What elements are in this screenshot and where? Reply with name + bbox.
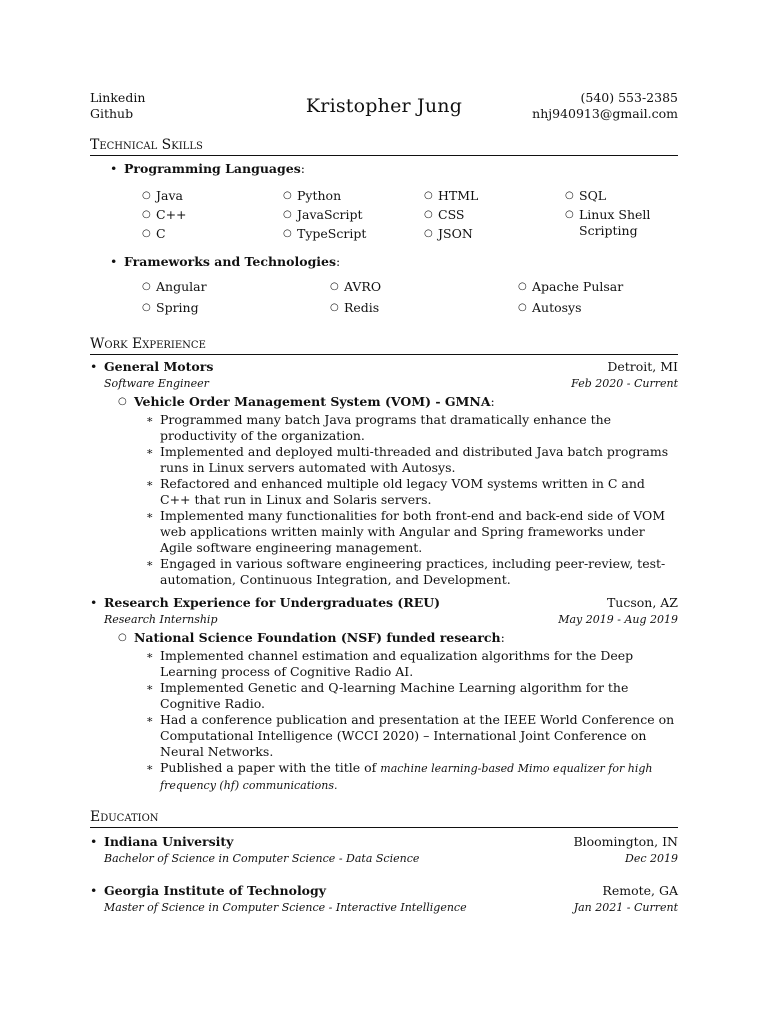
list-item: [146, 476, 678, 508]
circle-bullet-icon: ○: [518, 281, 527, 292]
list-item: [146, 444, 678, 476]
contact-info: [532, 90, 678, 122]
item-text: Implemented and deployed multi-threaded and distributed Java batch programs runs in Linux servers automated with Autosys.: [160, 444, 669, 475]
circle-bullet-icon: ○: [283, 190, 292, 201]
degree-dates: Dec 2019: [625, 852, 678, 865]
email-address[interactable]: nhj940913@gmail.com: [532, 106, 678, 121]
education-heading: Education: [90, 808, 678, 828]
language-item: Linux Shell Scripting: [579, 207, 651, 238]
bullet-icon: •: [110, 254, 118, 269]
school-location: Bloomington, IN: [573, 834, 678, 849]
frameworks-heading: • Frameworks and Technologies:: [110, 254, 341, 269]
asterisk-bullet-icon: ∗: [146, 681, 154, 694]
job-entry: [90, 595, 678, 794]
language-item: C: [156, 226, 166, 241]
frameworks-column: [330, 279, 518, 319]
list-item: [146, 508, 678, 556]
circle-bullet-icon: ○: [424, 190, 433, 201]
resume-page: [90, 88, 678, 916]
circle-bullet-icon: ○: [283, 209, 292, 220]
framework-item: Autosys: [532, 300, 582, 315]
paper-title: machine learning-based Mimo equalizer for high frequency (hf) communications.: [160, 762, 653, 792]
job-dates: Feb 2020 - Current: [571, 377, 678, 390]
languages-column: [283, 188, 424, 245]
github-link[interactable]: Github: [90, 106, 134, 121]
language-item: HTML: [438, 188, 479, 203]
bullet-icon: •: [90, 883, 98, 898]
item-text: Engaged in various software engineering practices, including peer-review, test-automation, Continuous Integration, and Development.: [160, 556, 666, 587]
school-location: Remote, GA: [602, 883, 678, 898]
languages-grid: [142, 188, 678, 245]
frameworks-column: [142, 279, 330, 319]
framework-item: Apache Pulsar: [532, 279, 624, 294]
language-item: JSON: [438, 226, 473, 241]
job-dates: May 2019 - Aug 2019: [558, 613, 678, 626]
circle-bullet-icon: ○: [424, 228, 433, 239]
degree: Master of Science in Computer Science - Interactive Intelligence: [104, 901, 467, 914]
framework-item: AVRO: [344, 279, 382, 294]
asterisk-bullet-icon: ∗: [146, 761, 154, 774]
asterisk-bullet-icon: ∗: [146, 445, 154, 458]
linkedin-link[interactable]: Linkedin: [90, 90, 146, 105]
project-name: National Science Foundation (NSF) funded research: [134, 630, 501, 645]
asterisk-bullet-icon: ∗: [146, 509, 154, 522]
school-name: Indiana University: [104, 834, 234, 849]
circle-bullet-icon: ○: [565, 209, 574, 220]
languages-column: [424, 188, 565, 245]
languages-column: [565, 188, 706, 245]
circle-bullet-icon: ○: [424, 209, 433, 220]
job-role: Research Internship: [104, 613, 218, 626]
job-role: Software Engineer: [104, 377, 209, 390]
job-items: [146, 648, 678, 794]
item-text: Implemented many functionalities for both front-end and back-end side of VOM web applications written mainly with Angular and Spring frameworks under Agile software engineering management.: [160, 508, 666, 555]
languages-column: [142, 188, 283, 245]
job-org: General Motors: [104, 359, 214, 374]
list-item: [146, 712, 678, 760]
bullet-icon: •: [90, 359, 98, 374]
item-text: Implemented Genetic and Q-learning Machine Learning algorithm for the Cognitive Radio.: [160, 680, 629, 711]
circle-bullet-icon: ○: [283, 228, 292, 239]
frameworks-column: [518, 279, 678, 319]
circle-bullet-icon: ○: [518, 302, 527, 313]
asterisk-bullet-icon: ∗: [146, 413, 154, 426]
circle-bullet-icon: ○: [565, 190, 574, 201]
list-item: [146, 556, 678, 588]
circle-bullet-icon: ○: [142, 302, 151, 313]
degree-dates: Jan 2021 - Current: [573, 901, 678, 914]
phone-number: (540) 553-2385: [580, 90, 678, 105]
item-text: Refactored and enhanced multiple old legacy VOM systems written in C and C++ that run in Linux and Solaris servers.: [160, 476, 645, 507]
asterisk-bullet-icon: ∗: [146, 649, 154, 662]
school-name: Georgia Institute of Technology: [104, 883, 327, 898]
language-item: Python: [297, 188, 342, 203]
job-entry: [90, 359, 678, 588]
list-item: [146, 648, 678, 680]
framework-item: Angular: [156, 279, 207, 294]
project-name: Vehicle Order Management System (VOM) - GMNA: [134, 394, 491, 409]
education-entry: [90, 883, 678, 916]
circle-bullet-icon: ○: [330, 302, 339, 313]
resume-header: [90, 88, 678, 128]
project-heading: ○ National Science Foundation (NSF) funded research:: [118, 630, 505, 645]
circle-bullet-icon: ○: [142, 281, 151, 292]
language-item: TypeScript: [297, 226, 367, 241]
language-item: JavaScript: [297, 207, 363, 222]
skills-heading: Technical Skills: [90, 136, 678, 156]
job-items: [146, 412, 678, 588]
asterisk-bullet-icon: ∗: [146, 477, 154, 490]
job-location: Tucson, AZ: [606, 595, 678, 610]
frameworks-grid: [142, 279, 678, 319]
circle-bullet-icon: ○: [142, 209, 151, 220]
language-item: Java: [156, 188, 183, 203]
asterisk-bullet-icon: ∗: [146, 713, 154, 726]
language-item: C++: [156, 207, 187, 222]
work-heading: Work Experience: [90, 335, 678, 355]
asterisk-bullet-icon: ∗: [146, 557, 154, 570]
bullet-icon: •: [90, 595, 98, 610]
language-item: CSS: [438, 207, 465, 222]
item-text: Programmed many batch Java programs that dramatically enhance the productivity of the organization.: [160, 412, 612, 443]
project-heading: ○ Vehicle Order Management System (VOM) - GMNA:: [118, 394, 495, 409]
candidate-name: Kristopher Jung: [305, 95, 463, 117]
languages-heading: • Programming Languages:: [110, 161, 305, 176]
job-location: Detroit, MI: [607, 359, 678, 374]
circle-bullet-icon: ○: [330, 281, 339, 292]
language-item: SQL: [579, 188, 607, 203]
circle-bullet-icon: ○: [142, 228, 151, 239]
bullet-icon: •: [110, 161, 118, 176]
circle-bullet-icon: ○: [118, 396, 127, 407]
frameworks-label: Frameworks and Technologies: [124, 254, 337, 269]
list-item: [146, 680, 678, 712]
item-text: Implemented channel estimation and equalization algorithms for the Deep Learning process of Cognitive Radio AI.: [160, 648, 634, 679]
degree: Bachelor of Science in Computer Science - Data Science: [104, 852, 420, 865]
framework-item: Redis: [344, 300, 380, 315]
item-text: Published a paper with the title of: [160, 760, 377, 775]
item-text: Had a conference publication and presentation at the IEEE World Conference on Computational Intelligence (WCCI 2020) – International Joint Conference on Neural Networks.: [160, 712, 675, 759]
circle-bullet-icon: ○: [142, 190, 151, 201]
languages-label: Programming Languages: [124, 161, 301, 176]
list-item: [146, 412, 678, 444]
bullet-icon: •: [90, 834, 98, 849]
framework-item: Spring: [156, 300, 199, 315]
circle-bullet-icon: ○: [118, 632, 127, 643]
job-org: Research Experience for Undergraduates (REU): [104, 595, 441, 610]
education-entry: [90, 834, 678, 867]
list-item: [146, 760, 678, 794]
